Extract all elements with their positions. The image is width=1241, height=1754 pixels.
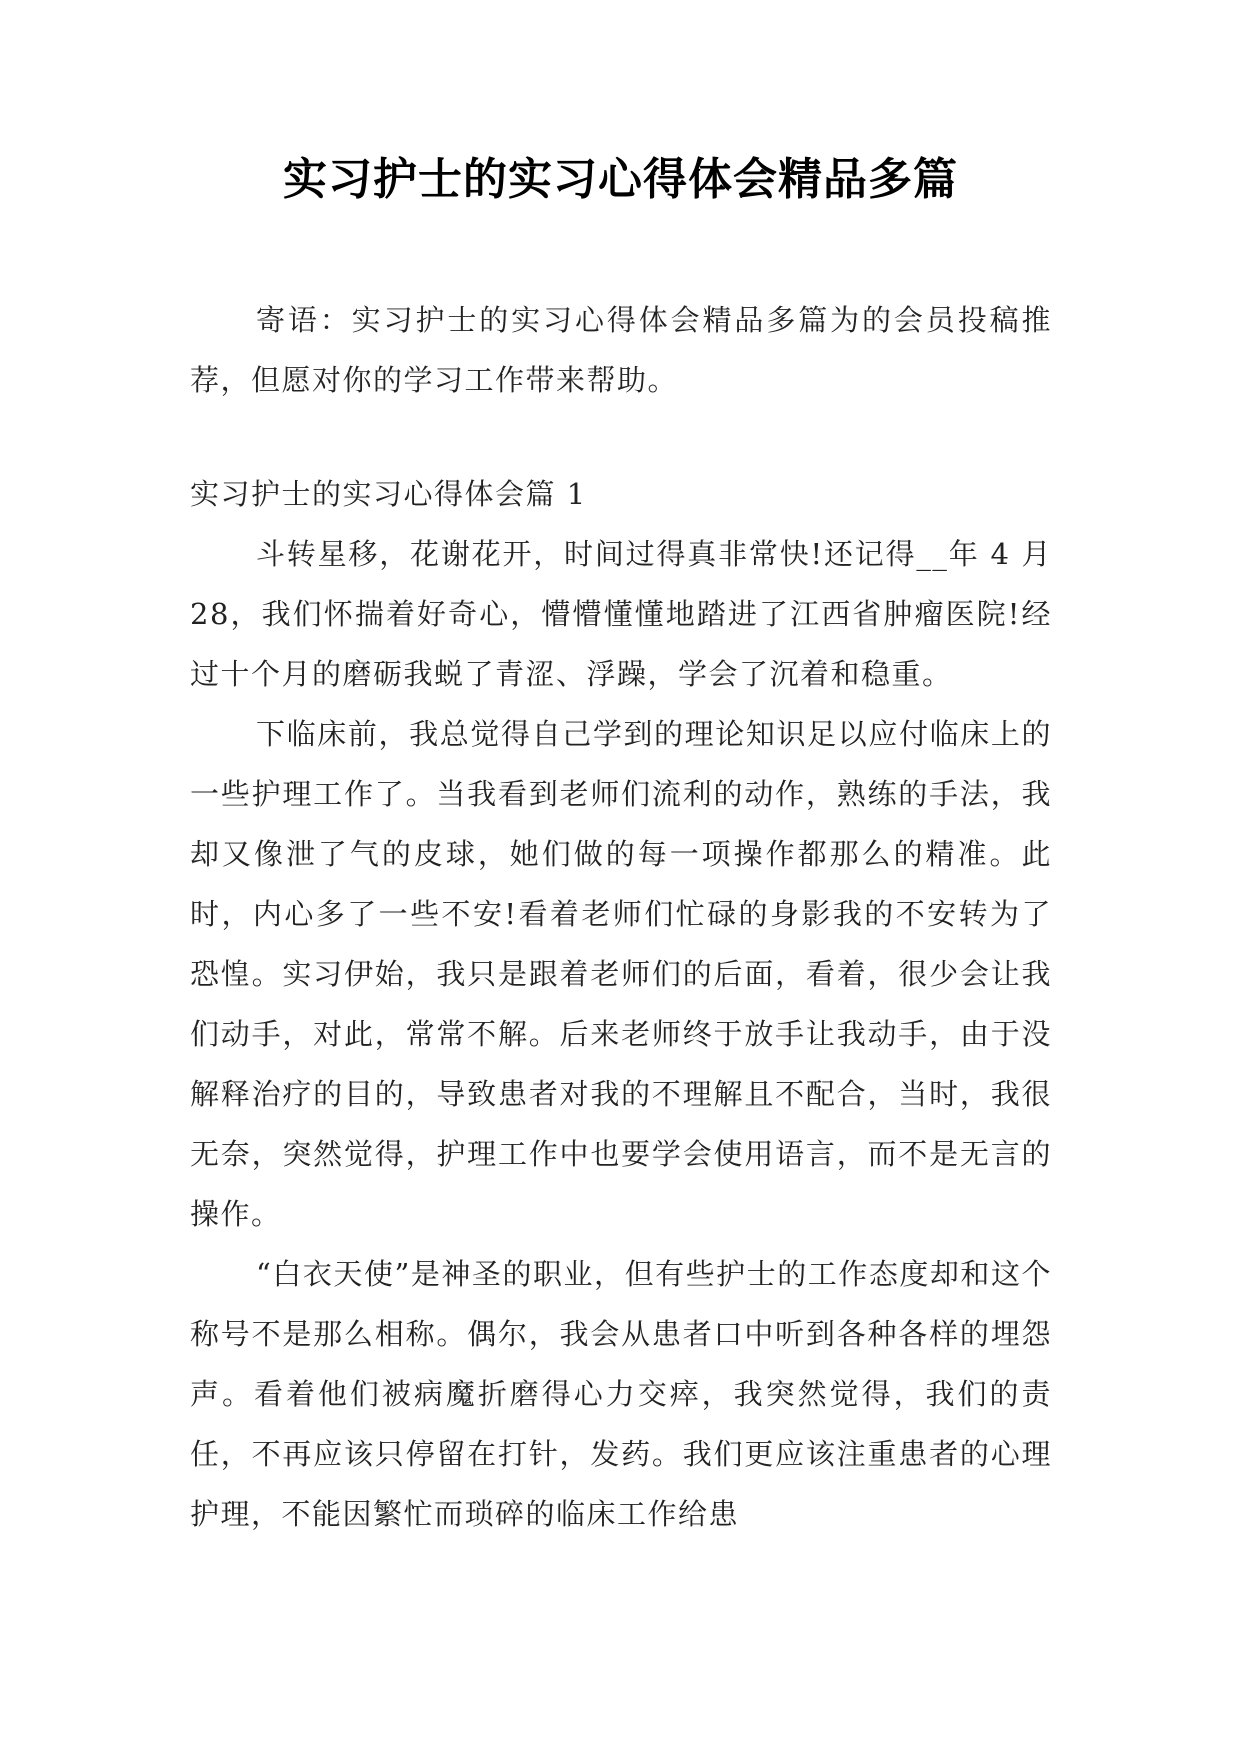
section-heading: 实习护士的实习心得体会篇 1 [190, 477, 587, 511]
document-title: 实习护士的实习心得体会精品多篇 [283, 154, 958, 205]
body-paragraph-2: 下临床前，我总觉得自己学到的理论知识足以应付临床上的一些护理工作了。当我看到老师们流利的动作，熟练的手法，我却又像泄了气的皮球，她们做的每一项操作都那么的精准。此时，内心多了一些不安!看着老师们忙碌的身影我的不安转为了恐惶。实习伊始，我只是跟着老师们的后面，看着，很少会让我们动手，对此，常常不解。后来老师终于放手让我动手，由于没解释治疗的目的，导致患者对我的不理解且不配合，当时，我很无奈，突然觉得，护理工作中也要学会使用语言，而不是无言的操作。 [190, 717, 1052, 1231]
intro-paragraph: 寄语：实习护士的实习心得体会精品多篇为的会员投稿推荐，但愿对你的学习工作带来帮助。 [190, 303, 1052, 397]
document-body [190, 290, 1052, 1544]
body-paragraph-3: “白衣天使”是神圣的职业，但有些护士的工作态度却和这个称号不是那么相称。偶尔，我会从患者口中听到各种各样的埋怨声。看着他们被病魔折磨得心力交瘁，我突然觉得，我们的责任，不再应该只停留在打针，发药。我们更应该注重患者的心理护理，不能因繁忙而琐碎的临床工作给患 [190, 1257, 1052, 1531]
body-paragraph-1: 斗转星移，花谢花开，时间过得真非常快!还记得__年 4 月 28，我们怀揣着好奇心，懵懵懂懂地踏进了江西省肿瘤医院!经过十个月的磨砺我蜕了青涩、浮躁，学会了沉着和稳重。 [190, 537, 1052, 691]
